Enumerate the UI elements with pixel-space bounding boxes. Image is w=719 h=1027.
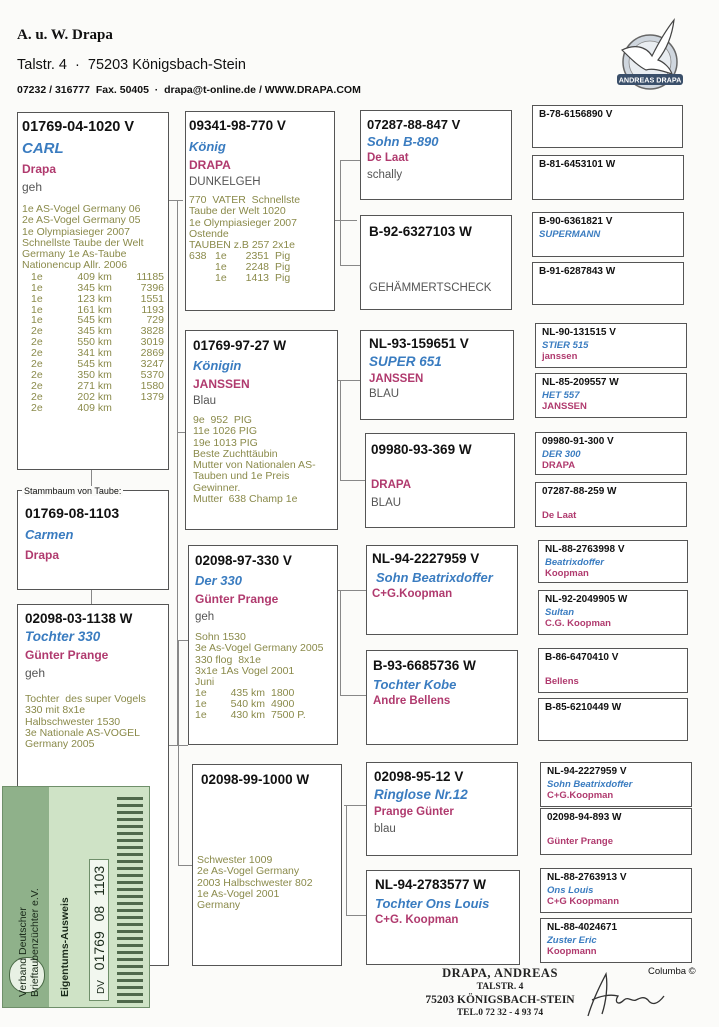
g4-owner: janssen xyxy=(542,351,578,362)
g4-name: Sultan xyxy=(545,607,575,618)
dam-color: geh xyxy=(25,666,46,680)
g4-name: DER 300 xyxy=(542,449,581,460)
g2-dsire-color: geh xyxy=(195,611,215,623)
g4-box xyxy=(538,698,688,741)
result-row: 1e 435 km 1800 xyxy=(195,687,295,700)
g3-ring: B-93-6685736 W xyxy=(373,658,476,673)
g4-ring: B-81-6453101 W xyxy=(539,159,616,170)
g2-sire-name: König xyxy=(189,139,226,154)
g4-name: STIER 515 xyxy=(542,340,589,351)
g2-dam-color: Blau xyxy=(193,395,217,407)
g3-owner: JANSSEN xyxy=(369,373,424,385)
footer-phone: TEL.0 72 32 - 4 93 74 xyxy=(456,1008,544,1018)
g2-dam-ring: 01769-97-27 W xyxy=(193,338,287,353)
g2-dam-name: Königin xyxy=(193,358,242,373)
g4-box xyxy=(540,808,692,855)
g3-box-1 xyxy=(360,110,512,200)
result-row: 1e 430 km 7500 P. xyxy=(195,709,306,722)
g3-name: Ringlose Nr.12 xyxy=(374,787,468,802)
g4-name: Zuster Eric xyxy=(547,935,597,946)
g4-box xyxy=(532,155,684,200)
g4-ring: B-78-6156890 V xyxy=(539,109,613,120)
result-row: 1e 1413 Pig xyxy=(215,272,291,285)
result-row: 1e 545 km 729 xyxy=(31,314,164,327)
g3-ring: NL-94-2227959 V xyxy=(372,551,480,566)
logo-text: ANDREAS DRAPA xyxy=(618,75,682,85)
g2-dsire-owner: Günter Prange xyxy=(195,592,279,606)
g4-ring: NL-85-209557 W xyxy=(542,377,619,388)
subject-achievements: 1e AS-Vogel Germany 06 2e AS-Vogel Germany 05 1e Olympiasieger 2007 Schnellste Taube der Welt Germany 1e As-Taube Nationencup Allr. 2006 xyxy=(22,203,144,272)
sibling-box xyxy=(17,490,169,590)
g4-ring: NL-92-2049905 W xyxy=(545,594,628,605)
result-row: 638 1e 2351 Pig xyxy=(189,250,291,263)
g4-owner: C+G.Koopman xyxy=(547,790,614,801)
g3-box-4 xyxy=(365,433,515,528)
result-row: 2e 550 km 3019 xyxy=(31,336,164,349)
g3-owner: C+G.Koopman xyxy=(372,588,453,600)
g4-ring: NL-88-2763913 V xyxy=(547,872,627,883)
g4-box xyxy=(538,648,688,693)
g4-ring: B-85-6210449 W xyxy=(545,702,622,713)
g4-name: Ons Louis xyxy=(547,885,594,896)
g3-box-8 xyxy=(366,870,520,965)
g4-ring: 07287-88-259 W xyxy=(542,486,617,497)
g2-ddam-ring: 02098-99-1000 W xyxy=(201,772,310,787)
g4-box xyxy=(535,432,687,475)
g2-sire-results xyxy=(189,251,290,284)
g3-color: BLAU xyxy=(371,497,402,509)
g4-ring: B-90-6361821 V xyxy=(539,216,613,227)
g2-sire-ring: 09341-98-770 V xyxy=(189,118,286,133)
g4-ring: NL-88-2763998 V xyxy=(545,544,625,555)
footer-city: 75203 KÖNIGSBACH-STEIN xyxy=(425,994,575,1006)
g2-dam-owner: JANSSEN xyxy=(193,377,250,391)
result-row: 2e 545 km 3247 xyxy=(31,358,164,371)
g2-dsire-ring: 02098-97-330 V xyxy=(195,553,292,568)
g4-name: SUPERMANN xyxy=(539,229,601,240)
signature xyxy=(548,966,668,1022)
subject-results xyxy=(31,272,164,414)
result-row: 1e 161 km 1193 xyxy=(31,303,164,316)
g4-name: Beatrixdoffer xyxy=(545,557,604,568)
g3-name: SUPER 651 xyxy=(369,354,442,369)
sibling-owner: Drapa xyxy=(25,548,60,562)
ownership-card xyxy=(2,786,150,1008)
result-row: 2e 350 km 5370 xyxy=(31,368,164,381)
g4-ring: NL-94-2227959 V xyxy=(547,766,627,777)
subject-box xyxy=(17,112,169,470)
g3-name: Sohn B-890 xyxy=(367,134,439,149)
result-row: 1e 2248 Pig xyxy=(215,261,291,274)
g4-name: HET 557 xyxy=(542,390,580,401)
g4-box xyxy=(535,373,687,418)
g3-name: Tochter Kobe xyxy=(373,677,457,692)
subject-color: geh xyxy=(22,180,43,194)
g3-color: GEHÄMMERTSCHECK xyxy=(369,282,492,294)
g4-box xyxy=(532,262,684,305)
g2-sire-box xyxy=(185,111,335,311)
g4-ring: 09980-91-300 V xyxy=(542,436,614,447)
g2-ddam-achievements: Schwester 1009 2e As-Vogel Germany 2003 Halbschwester 802 1e As-Vogel 2001 Germany xyxy=(197,854,313,912)
g2-dsire-box xyxy=(188,545,338,745)
g4-ring: NL-88-4024671 xyxy=(547,922,618,933)
g2-dsire-name: Der 330 xyxy=(195,573,242,588)
g4-box xyxy=(540,762,692,807)
g4-owner: Bellens xyxy=(545,676,579,687)
card-year: 08 xyxy=(91,905,107,922)
result-row: 2e 202 km 1379 xyxy=(31,390,164,403)
g4-box xyxy=(532,105,683,148)
g2-dam-box xyxy=(185,330,338,530)
g3-owner: De Laat xyxy=(367,152,409,164)
result-row: 2e 271 km 1580 xyxy=(31,379,164,392)
g3-name: Sohn Beatrixdoffer xyxy=(376,570,493,585)
g3-owner: C+G. Koopman xyxy=(375,914,459,926)
result-row: 1e 123 km 1551 xyxy=(31,292,164,305)
g4-owner: De Laat xyxy=(542,510,577,521)
footer-street: TALSTR. 4 xyxy=(476,982,524,992)
card-serial: 1103 xyxy=(91,865,107,896)
g3-owner: DRAPA xyxy=(371,479,412,491)
g4-box xyxy=(538,590,688,635)
g3-color: schally xyxy=(367,169,403,181)
subject-ring: 01769-04-1020 V xyxy=(22,119,135,135)
card-number-row xyxy=(89,859,109,1001)
g3-ring: 02098-95-12 V xyxy=(374,769,464,784)
g4-box xyxy=(535,482,687,527)
g3-ring: NL-93-159651 V xyxy=(369,336,469,351)
g4-ring: B-91-6287843 W xyxy=(539,266,616,277)
result-row: 2e 345 km 3828 xyxy=(31,325,164,338)
g2-dsire-results xyxy=(195,688,321,721)
g4-box xyxy=(535,323,687,368)
g3-owner: Prange Günter xyxy=(374,806,454,818)
g4-ring: 02098-94-893 W xyxy=(547,812,622,823)
g2-sire-owner: DRAPA xyxy=(189,158,231,172)
g2-dsire-achievements: Sohn 1530 3e As-Vogel Germany 2005 330 flog 8x1e 3x1e 1As Vogel 2001 Juni xyxy=(195,631,324,689)
dam-ring: 02098-03-1138 W xyxy=(25,611,133,626)
sibling-label: Stammbaum von Taube: xyxy=(24,486,122,496)
dam-owner: Günter Prange xyxy=(25,648,109,662)
g3-box-6 xyxy=(366,650,518,745)
g3-box-7 xyxy=(366,762,518,856)
card-org-text: Verband Deutscher Brieftaubenzüchter e.V. xyxy=(17,888,41,997)
card-number: 01769 xyxy=(91,931,107,971)
g4-owner: C.G. Koopman xyxy=(545,618,611,629)
g3-owner: Andre Bellens xyxy=(373,695,451,707)
g4-owner: Koopmann xyxy=(547,946,597,957)
footer-name: DRAPA, ANDREAS xyxy=(442,966,558,980)
breeder-name: A. u. W. Drapa xyxy=(17,27,113,43)
g3-box-3 xyxy=(360,330,514,420)
dam-name: Tochter 330 xyxy=(25,629,101,644)
dove-logo xyxy=(612,16,688,96)
g3-ring: 09980-93-369 W xyxy=(371,442,472,457)
subject-name: CARL xyxy=(22,140,64,157)
subject-owner: Drapa xyxy=(22,162,57,176)
breeder-address: Talstr. 4 · 75203 Königsbach-Stein xyxy=(17,57,246,73)
g4-owner: C+G Koopmann xyxy=(547,896,620,907)
result-row: 1e 540 km 4900 xyxy=(195,698,295,711)
g3-color: blau xyxy=(374,823,396,835)
footer-brand: Columba © xyxy=(648,966,696,977)
g2-sire-achievements: 770 VATER Schnellste Taube der Welt 1020 1e Olympiasieger 2007 Ostende TAUBEN z.B 257 2x1e xyxy=(189,194,301,252)
g4-box xyxy=(540,868,692,913)
g2-ddam-box xyxy=(192,764,342,966)
result-row: 2e 409 km xyxy=(31,401,112,414)
g3-ring: B-92-6327103 W xyxy=(369,224,472,239)
card-title: Eigentums-Ausweis xyxy=(59,897,71,997)
g4-ring: B-86-6470410 V xyxy=(545,652,619,663)
g3-ring: 07287-88-847 V xyxy=(367,117,461,132)
sibling-ring: 01769-08-1103 xyxy=(25,505,120,521)
g3-name: Tochter Ons Louis xyxy=(375,896,490,911)
breeder-contact: 07232 / 316777 Fax. 50405 · drapa@t-online.de / WWW.DRAPA.COM xyxy=(17,84,361,96)
g3-color: BLAU xyxy=(369,388,400,400)
g2-dam-achievements: 9e 952 PIG 11e 1026 PIG 19e 1013 PIG Beste Zuchttäubin Mutter von Nationalen AS- Tauben und 1e Preis Gewinner. Mutter 638 Champ 1e xyxy=(193,414,316,506)
g4-box xyxy=(540,918,692,963)
g4-box xyxy=(538,540,688,583)
g4-ring: NL-90-131515 V xyxy=(542,327,616,338)
card-ornament xyxy=(117,793,143,1003)
card-prefix: DV xyxy=(96,980,107,994)
g4-owner: DRAPA xyxy=(542,460,576,471)
g4-owner: Günter Prange xyxy=(547,836,613,847)
result-row: 2e 341 km 2869 xyxy=(31,347,164,360)
g3-box-2 xyxy=(360,215,512,310)
g2-sire-color: DUNKELGEH xyxy=(189,176,261,188)
g4-owner: Koopman xyxy=(545,568,589,579)
g3-box-5 xyxy=(366,545,518,635)
g4-owner: JANSSEN xyxy=(542,401,587,412)
dam-achievements: Tochter des super Vogels 330 mit 8x1e Halbschwester 1530 3e Nationale AS-VOGEL Germany 2005 xyxy=(25,693,146,751)
g4-name: Sohn Beatrixdoffer xyxy=(547,779,633,790)
g3-ring: NL-94-2783577 W xyxy=(375,877,487,892)
sibling-name: Carmen xyxy=(25,527,74,542)
result-row: 1e 409 km 11185 xyxy=(31,270,164,283)
g4-box xyxy=(532,212,684,257)
result-row: 1e 345 km 7396 xyxy=(31,281,164,294)
